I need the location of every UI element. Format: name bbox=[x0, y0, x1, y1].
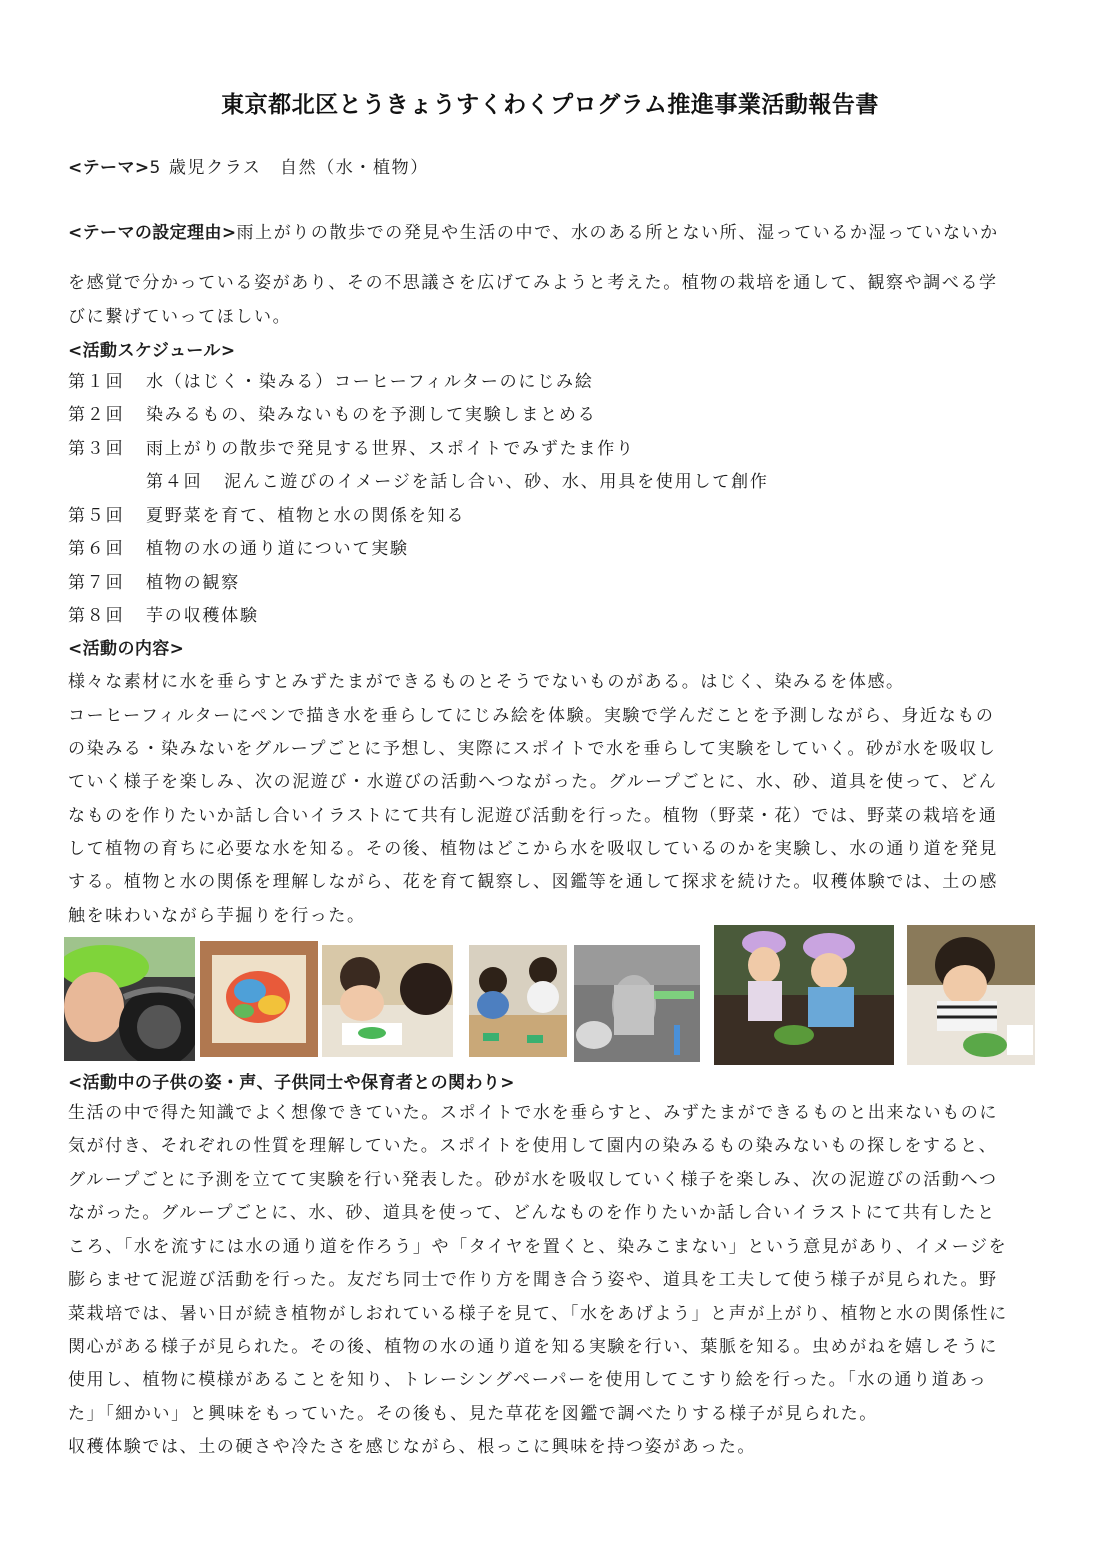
children-line: グループごとに予測を立てて実験を行い発表した。砂が水を吸収していく様子を楽しみ、次の泥遊びの活動へつ bbox=[68, 1170, 998, 1190]
reason-line-3: びに繋げていってほしい。 bbox=[68, 307, 292, 327]
theme-text: 5 歳児クラス 自然（水・植物） bbox=[149, 158, 429, 178]
content-line: ていく様子を楽しみ、次の泥遊び・水遊びの活動へつながった。グループごとに、水、砂、道具を使って、どん bbox=[68, 772, 998, 792]
photo-strip bbox=[64, 921, 1039, 1066]
photo-child-green-cap-tire bbox=[64, 937, 195, 1061]
reason-label: <テーマの設定理由> bbox=[68, 223, 237, 243]
schedule-item bbox=[68, 572, 240, 594]
schedule-item bbox=[68, 538, 409, 560]
children-line: ながった。グループごとに、水、砂、道具を使って、どんなものを作りたいか話し合いイラストにて共有したと bbox=[68, 1203, 996, 1223]
children-line: た」「細かい」と興味をもっていた。その後も、見た草花を図鑑で調べたりする様子が見られた。 bbox=[68, 1404, 878, 1424]
children-line: 関心がある様子が見られた。その後、植物の水の通り道を知る実験を行い、葉脈を知る。虫めがねを嬉しそうに bbox=[68, 1337, 998, 1357]
theme-line bbox=[68, 157, 1038, 179]
photo-children-at-table bbox=[322, 945, 453, 1057]
children-line: 使用し、植物に模様があることを知り、トレーシングペーパーを使用してこすり絵を行った。「水の通り道あっ bbox=[68, 1370, 988, 1390]
children-line: 菜栽培では、暑い日が続き植物がしおれている様子を見て、「水をあげよう」と声が上がり、植物と水の関係性に bbox=[68, 1304, 1008, 1324]
schedule-num: 第７回 bbox=[68, 573, 125, 593]
schedule-item bbox=[68, 438, 635, 460]
children-line: 収穫体験では、土の硬さや冷たさを感じながら、根っこに興味を持つ姿があった。 bbox=[68, 1437, 757, 1457]
schedule-label: <活動スケジュール> bbox=[68, 341, 236, 361]
children-line: 生活の中で得た知識でよく想像できていた。スポイトで水を垂らすと、みずたまができるものと出来ないものに bbox=[68, 1103, 998, 1123]
content-line: なものを作りたいか話し合いイラストにて共有し泥遊び活動を行った。植物（野菜・花）では、野菜の栽培を通 bbox=[68, 806, 998, 826]
schedule-num: 第５回 bbox=[68, 506, 125, 526]
schedule-item bbox=[146, 471, 769, 493]
reason-text-1: 雨上がりの散歩での発見や生活の中で、水のある所とない所、湿っているか湿っていないか bbox=[236, 223, 999, 243]
schedule-item bbox=[68, 505, 465, 527]
schedule-num: 第６回 bbox=[68, 539, 125, 559]
schedule-text: 水（はじく・染みる）コーヒーフィルターのにじみ絵 bbox=[146, 372, 594, 392]
schedule-text: 植物の水の通り道について実験 bbox=[146, 539, 409, 559]
content-line: する。植物と水の関係を理解しながら、花を育て観察し、図鑑等を通して探求を続けた。収穫体験では、土の感 bbox=[68, 872, 998, 892]
children-line: 気が付き、それぞれの性質を理解していた。スポイトを使用して園内の染みるもの染みないもの探しをすると、 bbox=[68, 1136, 998, 1156]
schedule-num: 第３回 bbox=[68, 439, 125, 459]
schedule-text: 雨上がりの散歩で発見する世界、スポイトでみずたま作り bbox=[146, 439, 635, 459]
schedule-text: 泥んこ遊びのイメージを話し合い、砂、水、用具を使用して創作 bbox=[224, 472, 769, 492]
content-line: して植物の育ちに必要な水を知る。その後、植物はどこから水を吸収しているのかを実験し、水の通り道を発見 bbox=[68, 839, 998, 859]
content-line: コーヒーフィルターにペンで描き水を垂らしてにじみ絵を体験。実験で学んだことを予測しながら、身近なもの bbox=[68, 706, 995, 726]
content-line: 触を味わいながら芋掘りを行った。 bbox=[68, 906, 366, 926]
schedule-text: 植物の観察 bbox=[146, 573, 240, 593]
content-line: 様々な素材に水を垂らすとみずたまができるものとそうでないものがある。はじく、染みるを体感。 bbox=[68, 672, 905, 692]
schedule-text: 芋の収穫体験 bbox=[146, 606, 259, 626]
photo-child-leaf-observation bbox=[907, 925, 1035, 1065]
children-line: ころ、「水を流すには水の通り道を作ろう」や「タイヤを置くと、染みこまない」という意見があり、イメージを bbox=[68, 1237, 1008, 1257]
children-label: <活動中の子供の姿・声、子供同士や保育者との関わり> bbox=[68, 1073, 515, 1093]
photo-coffee-filter-painting bbox=[200, 941, 318, 1057]
photo-children-planting bbox=[714, 925, 894, 1065]
schedule-text: 染みるもの、染みないものを予測して実験しまとめる bbox=[146, 405, 597, 425]
reason-line-2: を感覚で分かっている姿があり、その不思議さを広げてみようと考えた。植物の栽培を通して、観察や調べる学 bbox=[68, 273, 998, 293]
photo-sand-mud-play bbox=[574, 945, 700, 1062]
content-label: <活動の内容> bbox=[68, 639, 185, 659]
reason-line-1 bbox=[68, 222, 1038, 244]
children-line: 膨らませて泥遊び活動を行った。友だち同士で作り方を聞き合う姿や、道具を工夫して使う様子が見られた。野 bbox=[68, 1270, 998, 1290]
page-title: 東京都北区とうきょうすくわくプログラム推進事業活動報告書 bbox=[221, 92, 879, 118]
schedule-num: 第２回 bbox=[68, 405, 125, 425]
schedule-num: 第４回 bbox=[146, 472, 203, 492]
schedule-num: 第１回 bbox=[68, 372, 125, 392]
schedule-num: 第８回 bbox=[68, 606, 125, 626]
schedule-text: 夏野菜を育て、植物と水の関係を知る bbox=[146, 506, 466, 526]
content-line: の染みる・染みないをグループごとに予想し、実際にスポイトで水を垂らして実験をしていく。砂が水を吸収し bbox=[68, 739, 997, 759]
schedule-item bbox=[68, 371, 594, 393]
schedule-item bbox=[68, 404, 597, 426]
theme-label: <テーマ> bbox=[68, 158, 150, 178]
schedule-item bbox=[68, 605, 259, 627]
photo-children-dropper-experiment bbox=[469, 945, 567, 1057]
